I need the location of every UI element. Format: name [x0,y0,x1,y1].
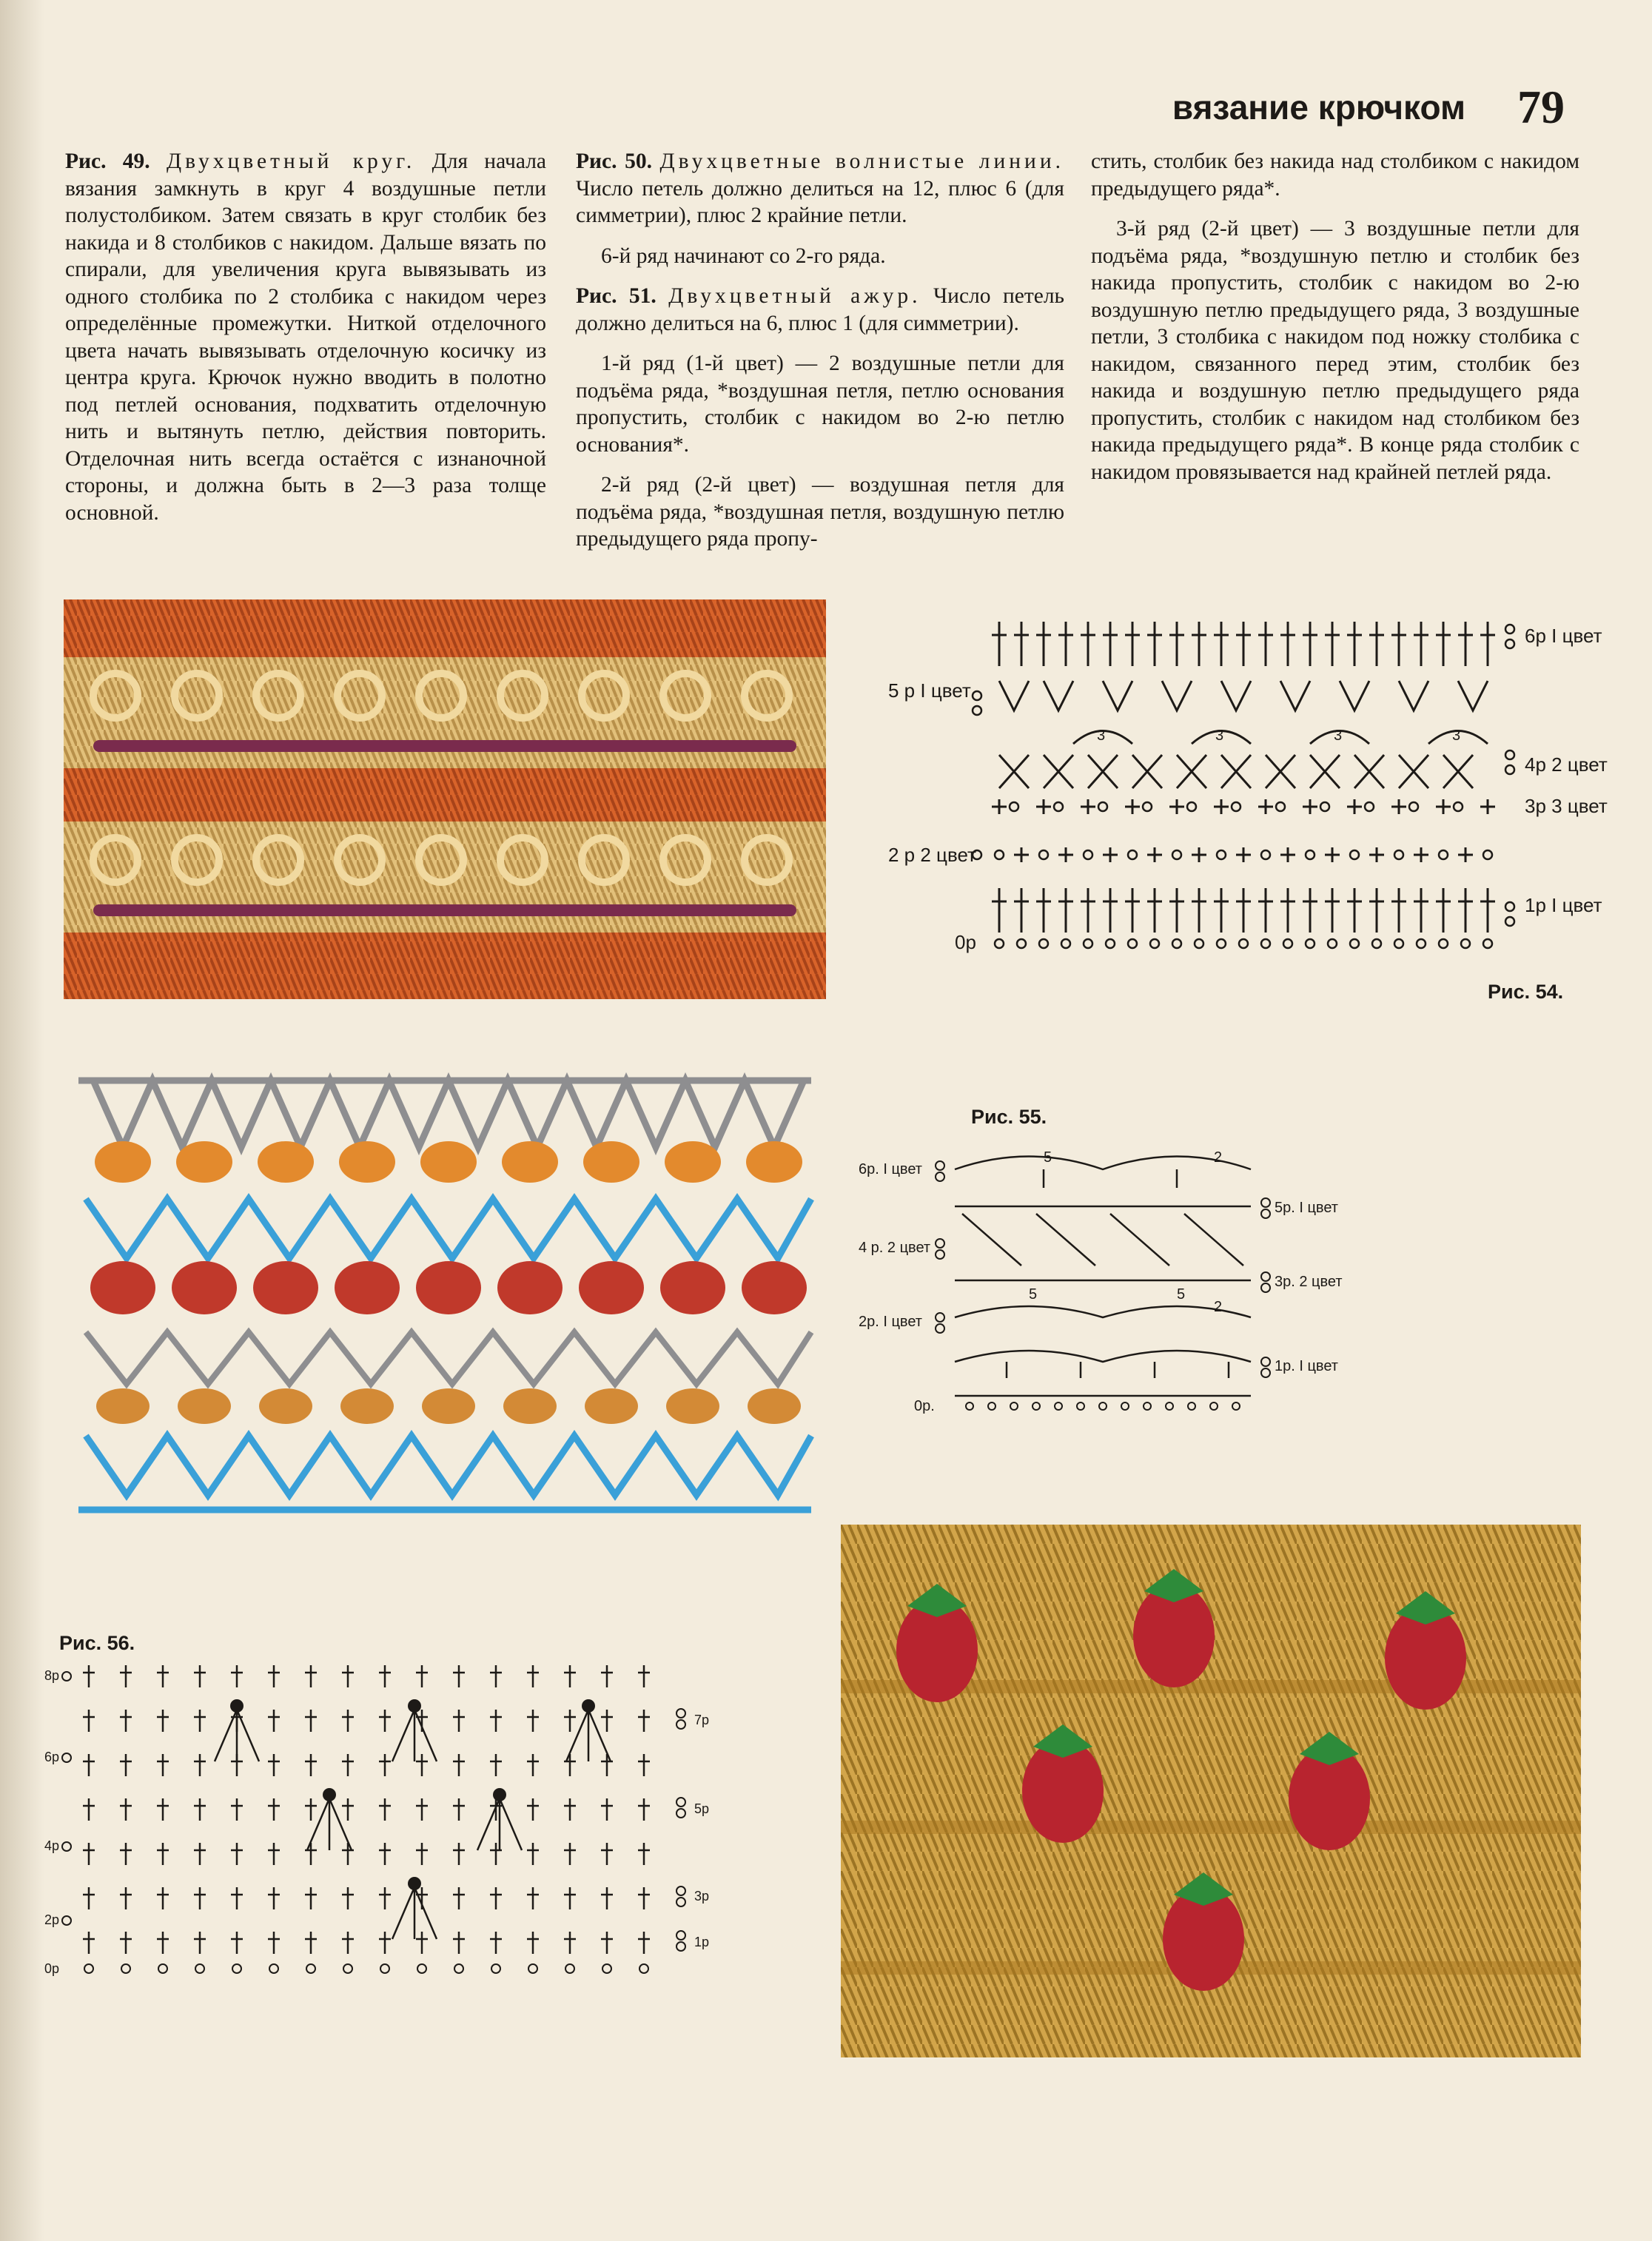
fig50-paragraph [576,148,1064,229]
fig54-label-row4: 4р 2 цвет [1525,753,1608,776]
text-column-1 [65,148,546,540]
fig51-row3: 3-й ряд (2-й цвет) — 3 воздушные петли для подъёма ряда, *воздушную петлю и столбик без накида пропустить, столбик с накидом во 2-ю воздушную петлю предыдущего ряда, 3 воздушные петли, 3 столбика с накидом под ножку столбика с накидом, связанного перед этим, столбик без накида и воздушную петлю предыдущего ряда пропустить, столбик с накидом над столбиком без накида предыдущего ряда*. В конце ряда столбик с накидом провязывается над крайней петлей ряда. [1091,217,1579,484]
text-column-2 [576,148,1064,566]
fig55-num-5b: 5 [1029,1286,1038,1303]
fig50-text: Число петель должно делиться на 12, плюс 6 (для симметрии), плюс 2 крайние петли. [576,176,1064,227]
fig54-label-row3: 3р 3 цвет [1525,795,1608,817]
fig56-label-8r: 8р [44,1668,60,1683]
fig55-num-2a: 2 [1214,1149,1223,1166]
fig49-label: Рис. 49. [65,149,150,173]
fig51-row1: 1-й ряд (1-й цвет) — 2 воздушные петли для подъёма ряда, *воздушная петля, петлю основания пропустить, столбик с накидом во 2-ю петлю основания*. [576,352,1064,457]
fig55-label-row4: 4 р. 2 цвет [859,1240,931,1256]
fig55-chart-svg [859,1140,1343,1428]
fig54-chart-svg [888,607,1628,953]
fig56-label-5r: 5р [694,1801,710,1816]
fig56-chart-svg [44,1665,711,2020]
page-gutter-shadow [0,0,44,2241]
text-column-3 [1091,148,1579,499]
fig54-count-3: 3 [1334,728,1343,744]
fig54-label-row2: 2 р 2 цвет [888,844,976,866]
fig50-title: Двухцветные волнистые линии. [659,149,1064,173]
fig55-num-5c: 5 [1177,1286,1186,1303]
fig56-label-6r: 6р [44,1750,60,1764]
fig55-chart [859,1140,1343,1428]
fig54-chart [888,607,1628,953]
fig56-chart [44,1665,711,2020]
swatch-photo-orange-loops [64,599,826,999]
fig51-title: Двухцветный ажур. [668,284,921,308]
fig55-label-row2: 2р. I цвет [859,1314,922,1330]
fig49-title: Двухцветный круг. [166,149,416,173]
fig49-paragraph [65,148,546,526]
fig54-count-4: 3 [1452,728,1461,744]
fig54-caption: Рис. 54. [1488,981,1564,1003]
running-title: вязание крючком [1172,88,1465,127]
fig56-label-7r: 7р [694,1713,710,1727]
fig50-label: Рис. 50. [576,149,652,173]
fig56-label-4r: 4р [44,1838,60,1853]
fig51-paragraph [576,283,1064,337]
fig51-row2: 2-й ряд (2-й цвет) — воздушная петля для подъёма ряда, *воздушная петля, воздушную петлю предыдущего ряда пропу- [576,473,1064,551]
swatch-photo-strawberries [841,1525,1581,2057]
fig55-label-row0: 0р. [914,1398,935,1414]
fig51-text: Число петель должно делиться на 6, плюс 1 (для симметрии). [576,284,1064,335]
fig56-caption: Рис. 56. [59,1632,135,1654]
fig54-label-row6: 6р I цвет [1525,625,1602,647]
fig56-label-0r: 0р [44,1961,60,1976]
fig55-label-row3: 3р. 2 цвет [1275,1274,1343,1290]
fig55-num-5a: 5 [1044,1149,1052,1166]
swatch-photo-blue-ajour [64,1066,829,1539]
fig51-label: Рис. 51. [576,284,657,308]
fig55-label-row5: 5р. I цвет [1275,1200,1338,1216]
fig56-label-2r: 2р [44,1912,60,1927]
fig54-count-1: 3 [1097,728,1106,744]
fig55-label-row6: 6р. I цвет [859,1161,922,1177]
fig56-label-3r: 3р [694,1889,710,1904]
fig50-note: 6-й ряд начинают со 2-го ряда. [601,243,886,268]
fig51-row2-continued: стить, столбик без накида над столбиком с накидом предыдущего ряда*. [1091,149,1579,201]
fig54-label-row5: 5 р I цвет [888,679,971,702]
fig56-label-1r: 1р [694,1935,710,1949]
fig49-text: Для начала вязания замкнуть в круг 4 воздушные петли полустолбиком. Затем связать в круг столбик без накида и 8 столбиков с накидом. Дальше вязать по спирали, для увеличения круга вывязывать из одного столбика по 2 столбика с накидом через определённые промежутки. Ниткой отделочного цвета начать вывязывать отделочную косичку из центра круга. Крючок нужно вводить в полотно под петлей основания, подхватить отделочную нить и вытянуть петлю, действия повторить. Отделочная нить всегда остаётся с изнаночной стороны, и должна быть в 2—3 раза толще основной. [65,149,547,525]
page-number: 79 [1517,81,1565,133]
fig55-num-2b: 2 [1214,1299,1223,1315]
fig54-label-row1: 1р I цвет [1525,894,1602,916]
fig54-count-2: 3 [1215,728,1224,744]
fig55-label-row1: 1р. I цвет [1275,1358,1338,1374]
fig54-label-row0: 0р [955,931,976,953]
fig55-caption: Рис. 55. [971,1106,1047,1128]
